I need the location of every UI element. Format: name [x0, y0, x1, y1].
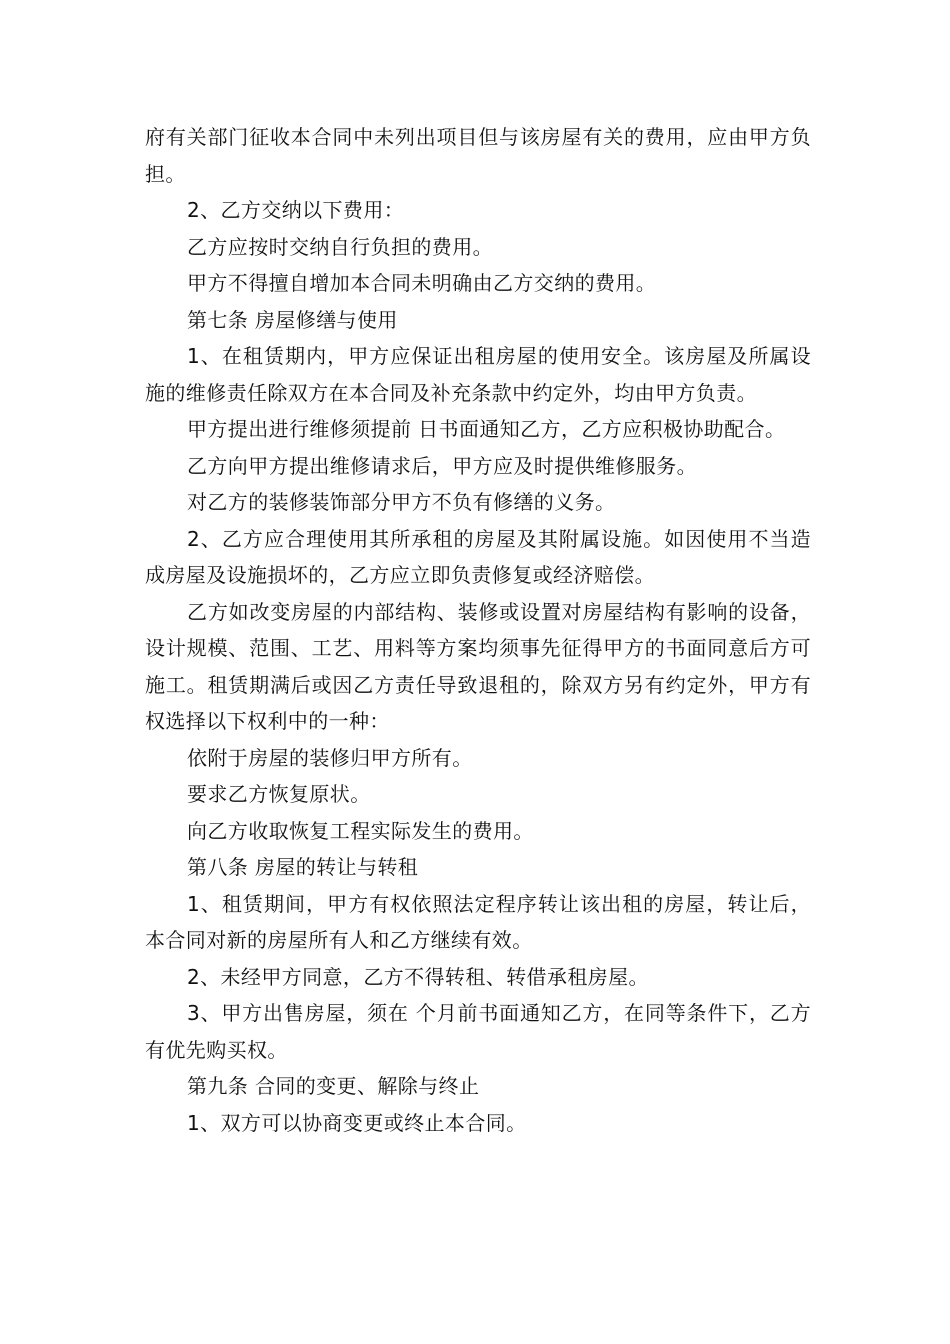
paragraph: 向乙方收取恢复工程实际发生的费用。	[187, 818, 534, 843]
paragraph: 乙方如改变房屋的内部结构、装修或设置对房屋结构有影响的设备，设计规模、范围、工艺、用料等方案均须事先征得甲方的书面同意后方可施工。租赁期满后或因乙方责任导致退租的，除双方另有约定外，甲方有权选择以下权利中的一种：	[145, 599, 811, 733]
paragraph: 2、乙方应合理使用其所承租的房屋及其附属设施。如因使用不当造成房屋及设施损坏的，乙方应立即负责修复或经济赔偿。	[145, 526, 811, 587]
section-heading-article-8: 第八条 房屋的转让与转租	[187, 855, 419, 879]
paragraph: 依附于房屋的装修归甲方所有。	[187, 745, 473, 770]
paragraph: 2、未经甲方同意，乙方不得转租、转借承租房屋。	[187, 964, 649, 989]
paragraph: 要求乙方恢复原状。	[187, 782, 371, 806]
paragraph: 1、在租赁期内，甲方应保证出租房屋的使用安全。该房屋及所属设施的维修责任除双方在本合同及补充条款中约定外，均由甲方负责。	[145, 344, 811, 405]
paragraph-tenant-fees-heading: 2、乙方交纳以下费用：	[187, 198, 405, 222]
paragraph: 对乙方的装修装饰部分甲方不负有修缮的义务。	[187, 490, 616, 514]
paragraph: 1、双方可以协商变更或终止本合同。	[187, 1110, 527, 1135]
paragraph: 甲方不得擅自增加本合同未明确由乙方交纳的费用。	[187, 271, 657, 295]
paragraph: 乙方应按时交纳自行负担的费用。	[187, 234, 493, 259]
document-body	[145, 119, 811, 1141]
section-heading-article-7: 第七条 房屋修缮与使用	[187, 307, 398, 332]
paragraph: 甲方提出进行维修须提前 日书面通知乙方，乙方应积极协助配合。	[187, 417, 786, 441]
section-heading-article-9: 第九条 合同的变更、解除与终止	[187, 1074, 480, 1098]
paragraph: 1、租赁期间，甲方有权依照法定程序转让该出租的房屋，转让后，本合同对新的房屋所有人和乙方继续有效。	[145, 891, 811, 952]
paragraph-fee-continuation: 府有关部门征收本合同中未列出项目但与该房屋有关的费用，应由甲方负担。	[145, 125, 811, 186]
paragraph: 3、甲方出售房屋，须在 个月前书面通知乙方，在同等条件下，乙方有优先购买权。	[145, 1001, 811, 1062]
paragraph: 乙方向甲方提出维修请求后，甲方应及时提供维修服务。	[187, 453, 697, 478]
